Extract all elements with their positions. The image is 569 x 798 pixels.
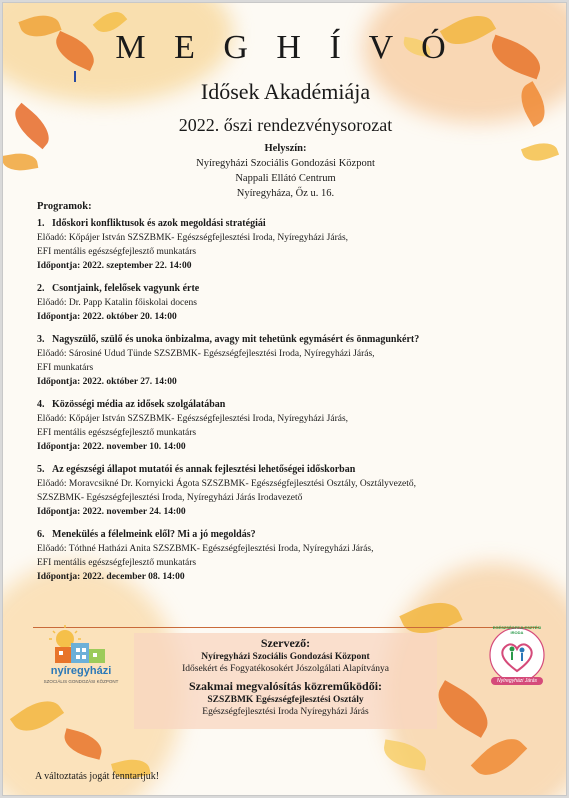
program-speaker-role: SZSZBMK- Egészségfejlesztési Iroda, Nyíregyházi Járás Irodavezető bbox=[37, 493, 303, 503]
invitation-content bbox=[3, 3, 567, 796]
program-title-text: Nagyszülő, szülő és unoka önbizalma, avagy mit tehetünk egymásért és önmagunkért? bbox=[52, 334, 420, 345]
partners-name: SZSZBMK Egészségfejlesztési Osztály bbox=[207, 695, 364, 705]
nyiregyhazi-logo bbox=[45, 625, 117, 687]
program-title-text: Menekülés a félelmeink elől? Mi a jó megoldás? bbox=[52, 529, 256, 540]
partners-sub: Egészségfejlesztési Iroda Nyíregyházi Járás bbox=[202, 707, 369, 717]
logo-right-ring-text: EGÉSZSÉGFEJLESZTÉSI IRODA bbox=[492, 625, 542, 635]
venue-line: Nyíregyháza, Őz u. 16. bbox=[236, 188, 335, 199]
program-speaker: Előadó: Kőpájer István SZSZBMK- Egészségfejlesztési Iroda, Nyíregyházi Járás, bbox=[37, 414, 349, 424]
partners-heading: Szakmai megvalósítás közreműködői: bbox=[188, 679, 383, 693]
program-list bbox=[37, 217, 537, 593]
program-speaker: Előadó: Tóthné Hatházi Anita SZSZBMK- Egészségfejlesztési Iroda, Nyíregyházi Járás, bbox=[37, 544, 374, 554]
disclaimer-note: A változtatás jogát fenntartjuk! bbox=[35, 771, 160, 782]
program-title bbox=[37, 398, 537, 412]
program-item bbox=[37, 463, 537, 519]
program-title-text: Az egészségi állapot mutatói és annak fejlesztési lehetőségei időskorban bbox=[52, 464, 356, 475]
program-date: Időpontja: 2022. november 24. 14:00 bbox=[37, 507, 186, 517]
event-series: 2022. őszi rendezvénysorozat bbox=[178, 115, 393, 135]
invitation-title: M E G H Í V Ó bbox=[115, 29, 456, 66]
program-title-text: Csontjaink, felelősek vagyunk érte bbox=[52, 283, 200, 294]
venue-block bbox=[3, 141, 567, 201]
organizer-name: Nyíregyházi Szociális Gondozási Központ bbox=[201, 652, 370, 662]
organizer-sub: Idősekért és Fogyatékosokért Jószolgálati Alapítványa bbox=[182, 664, 389, 674]
program-item bbox=[37, 217, 537, 273]
program-item bbox=[37, 398, 537, 454]
program-date: Időpontja: 2022. december 08. 14:00 bbox=[37, 572, 185, 582]
program-title bbox=[37, 333, 537, 347]
program-number: 3. bbox=[37, 334, 45, 345]
venue-label: Helyszín: bbox=[264, 143, 307, 154]
program-speaker-role: EFI mentális egészségfejlesztő munkatárs bbox=[37, 247, 197, 257]
venue-line: Nyíregyházi Szociális Gondozási Központ bbox=[196, 158, 375, 169]
venue-line: Nappali Ellátó Centrum bbox=[235, 173, 336, 184]
program-item bbox=[37, 528, 537, 584]
program-item bbox=[37, 333, 537, 389]
invitation-page bbox=[2, 2, 567, 796]
program-number: 4. bbox=[37, 399, 45, 410]
program-title-text: Közösségi média az idősek szolgálatában bbox=[52, 399, 226, 410]
logo-left-subtext: SZOCIÁLIS GONDOZÁSI KÖZPONT bbox=[43, 679, 119, 684]
program-date: Időpontja: 2022. szeptember 22. 14:00 bbox=[37, 261, 192, 271]
organizer-box bbox=[134, 633, 437, 729]
program-number: 6. bbox=[37, 529, 45, 540]
event-name: Idősek Akadémiája bbox=[200, 79, 371, 104]
egeszsegfejlesztesi-logo bbox=[485, 625, 549, 693]
program-title bbox=[37, 282, 537, 296]
programs-label: Programok: bbox=[37, 201, 92, 212]
logo-left-text: nyíregyházi bbox=[50, 665, 112, 677]
house-sun-icon bbox=[45, 625, 117, 687]
logo-right-band-text: Nyíregyházi Járás bbox=[496, 678, 537, 684]
program-speaker: Előadó: Sárosiné Udud Tünde SZSZBMK- Egészségfejlesztési Iroda, Nyíregyházi Járás, bbox=[37, 349, 375, 359]
program-number: 5. bbox=[37, 464, 45, 475]
program-speaker-role: EFI munkatárs bbox=[37, 363, 94, 373]
program-date: Időpontja: 2022. október 20. 14:00 bbox=[37, 312, 177, 322]
program-item bbox=[37, 282, 537, 324]
program-date: Időpontja: 2022. október 27. 14:00 bbox=[37, 377, 177, 387]
program-speaker: Előadó: Moravcsikné Dr. Kornyicki Ágota SZSZBMK- Egészségfejlesztési Osztály, Osztályvezető, bbox=[37, 479, 417, 489]
program-title bbox=[37, 217, 537, 231]
program-speaker: Előadó: Dr. Papp Katalin főiskolai docens bbox=[37, 298, 197, 308]
program-number: 1. bbox=[37, 218, 45, 229]
program-title-text: Időskori konfliktusok és azok megoldási stratégiái bbox=[52, 218, 266, 229]
program-speaker-role: EFI mentális egészségfejlesztő munkatárs bbox=[37, 558, 197, 568]
program-speaker-role: EFI mentális egészségfejlesztő munkatárs bbox=[37, 428, 197, 438]
organizer-heading: Szervező: bbox=[260, 636, 311, 650]
program-number: 2. bbox=[37, 283, 45, 294]
program-speaker: Előadó: Kőpájer István SZSZBMK- Egészségfejlesztési Iroda, Nyíregyházi Járás, bbox=[37, 233, 349, 243]
program-title bbox=[37, 463, 537, 477]
program-date: Időpontja: 2022. november 10. 14:00 bbox=[37, 442, 186, 452]
program-title bbox=[37, 528, 537, 542]
